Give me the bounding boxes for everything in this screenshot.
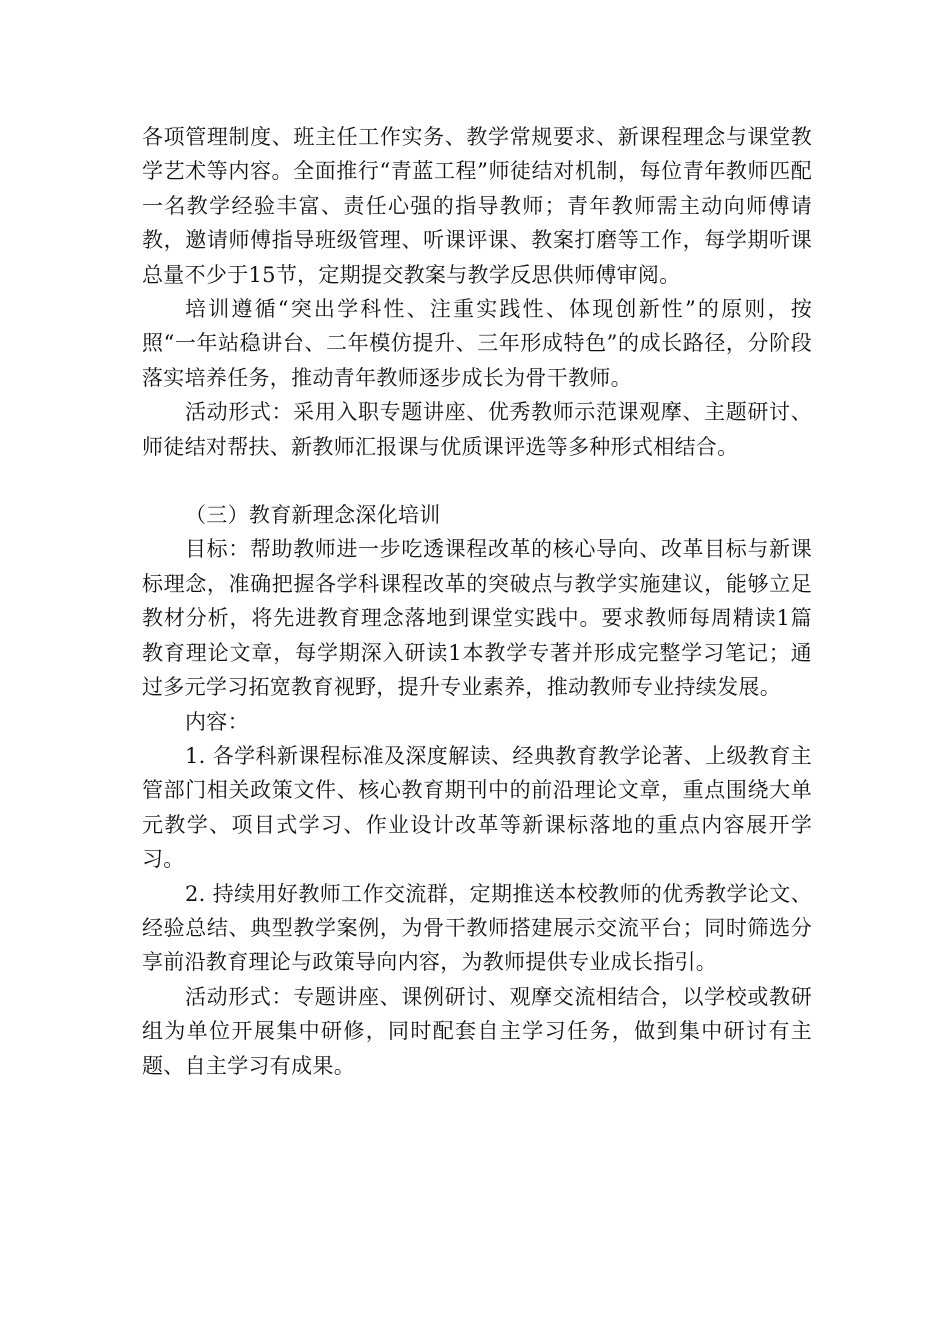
- paragraph-training-principle: 培训遵循“突出学科性、注重实践性、体现创新性”的原则，按照“一年站稳讲台、二年模仿提升、三年形成特色”的成长路径，分阶段落实培养任务，推动青年教师逐步成长为骨干教师。: [142, 297, 812, 390]
- paragraph-content-item-1: 1. 各学科新课程标准及深度解读、经典教育教学论著、上级教育主管部门相关政策文件、核心教育期刊中的前沿理论文章，重点围绕大单元教学、项目式学习、作业设计改革等新课标落地的重点内容展开学习。: [142, 743, 812, 872]
- paragraph-goal: 目标：帮助教师进一步吃透课程改革的核心导向、改革目标与新课标理念，准确把握各学科课程改革的突破点与教学实施建议，能够立足教材分析，将先进教育理念落地到课堂实践中。要求教师每周精读1篇教育理论文章，每学期深入研读1本教学专著并形成完整学习笔记；通过多元学习拓宽教育视野，提升专业素养，推动教师专业持续发展。: [142, 537, 812, 700]
- paragraph-activity-format-1: 活动形式：采用入职专题讲座、优秀教师示范课观摩、主题研讨、师徒结对帮扶、新教师汇报课与优质课评选等多种形式相结合。: [142, 400, 812, 459]
- document-body: [142, 120, 812, 1083]
- paragraph-management-content: 各项管理制度、班主任工作实务、教学常规要求、新课程理念与课堂教学艺术等内容。全面推行“青蓝工程”师徒结对机制，每位青年教师匹配一名教学经验丰富、责任心强的指导教师；青年教师需主动向师傅请教，邀请师傅指导班级管理、听课评课、教案打磨等工作，每学期听课总量不少于15节，定期提交教案与教学反思供师傅审阅。: [142, 125, 812, 287]
- blank-line: [142, 464, 812, 498]
- paragraph-content-label: 内容：: [185, 709, 249, 734]
- paragraph-content-item-2: 2. 持续用好教师工作交流群，定期推送本校教师的优秀教学论文、经验总结、典型教学案例，为骨干教师搭建展示交流平台；同时筛选分享前沿教育理论与政策导向内容，为教师提供专业成长指引。: [142, 881, 812, 975]
- section-title: （三）教育新理念深化培训: [185, 503, 441, 528]
- paragraph-activity-format-2: 活动形式：专题讲座、课例研讨、观摩交流相结合，以学校或教研组为单位开展集中研修，同时配套自主学习任务，做到集中研讨有主题、自主学习有成果。: [142, 984, 812, 1078]
